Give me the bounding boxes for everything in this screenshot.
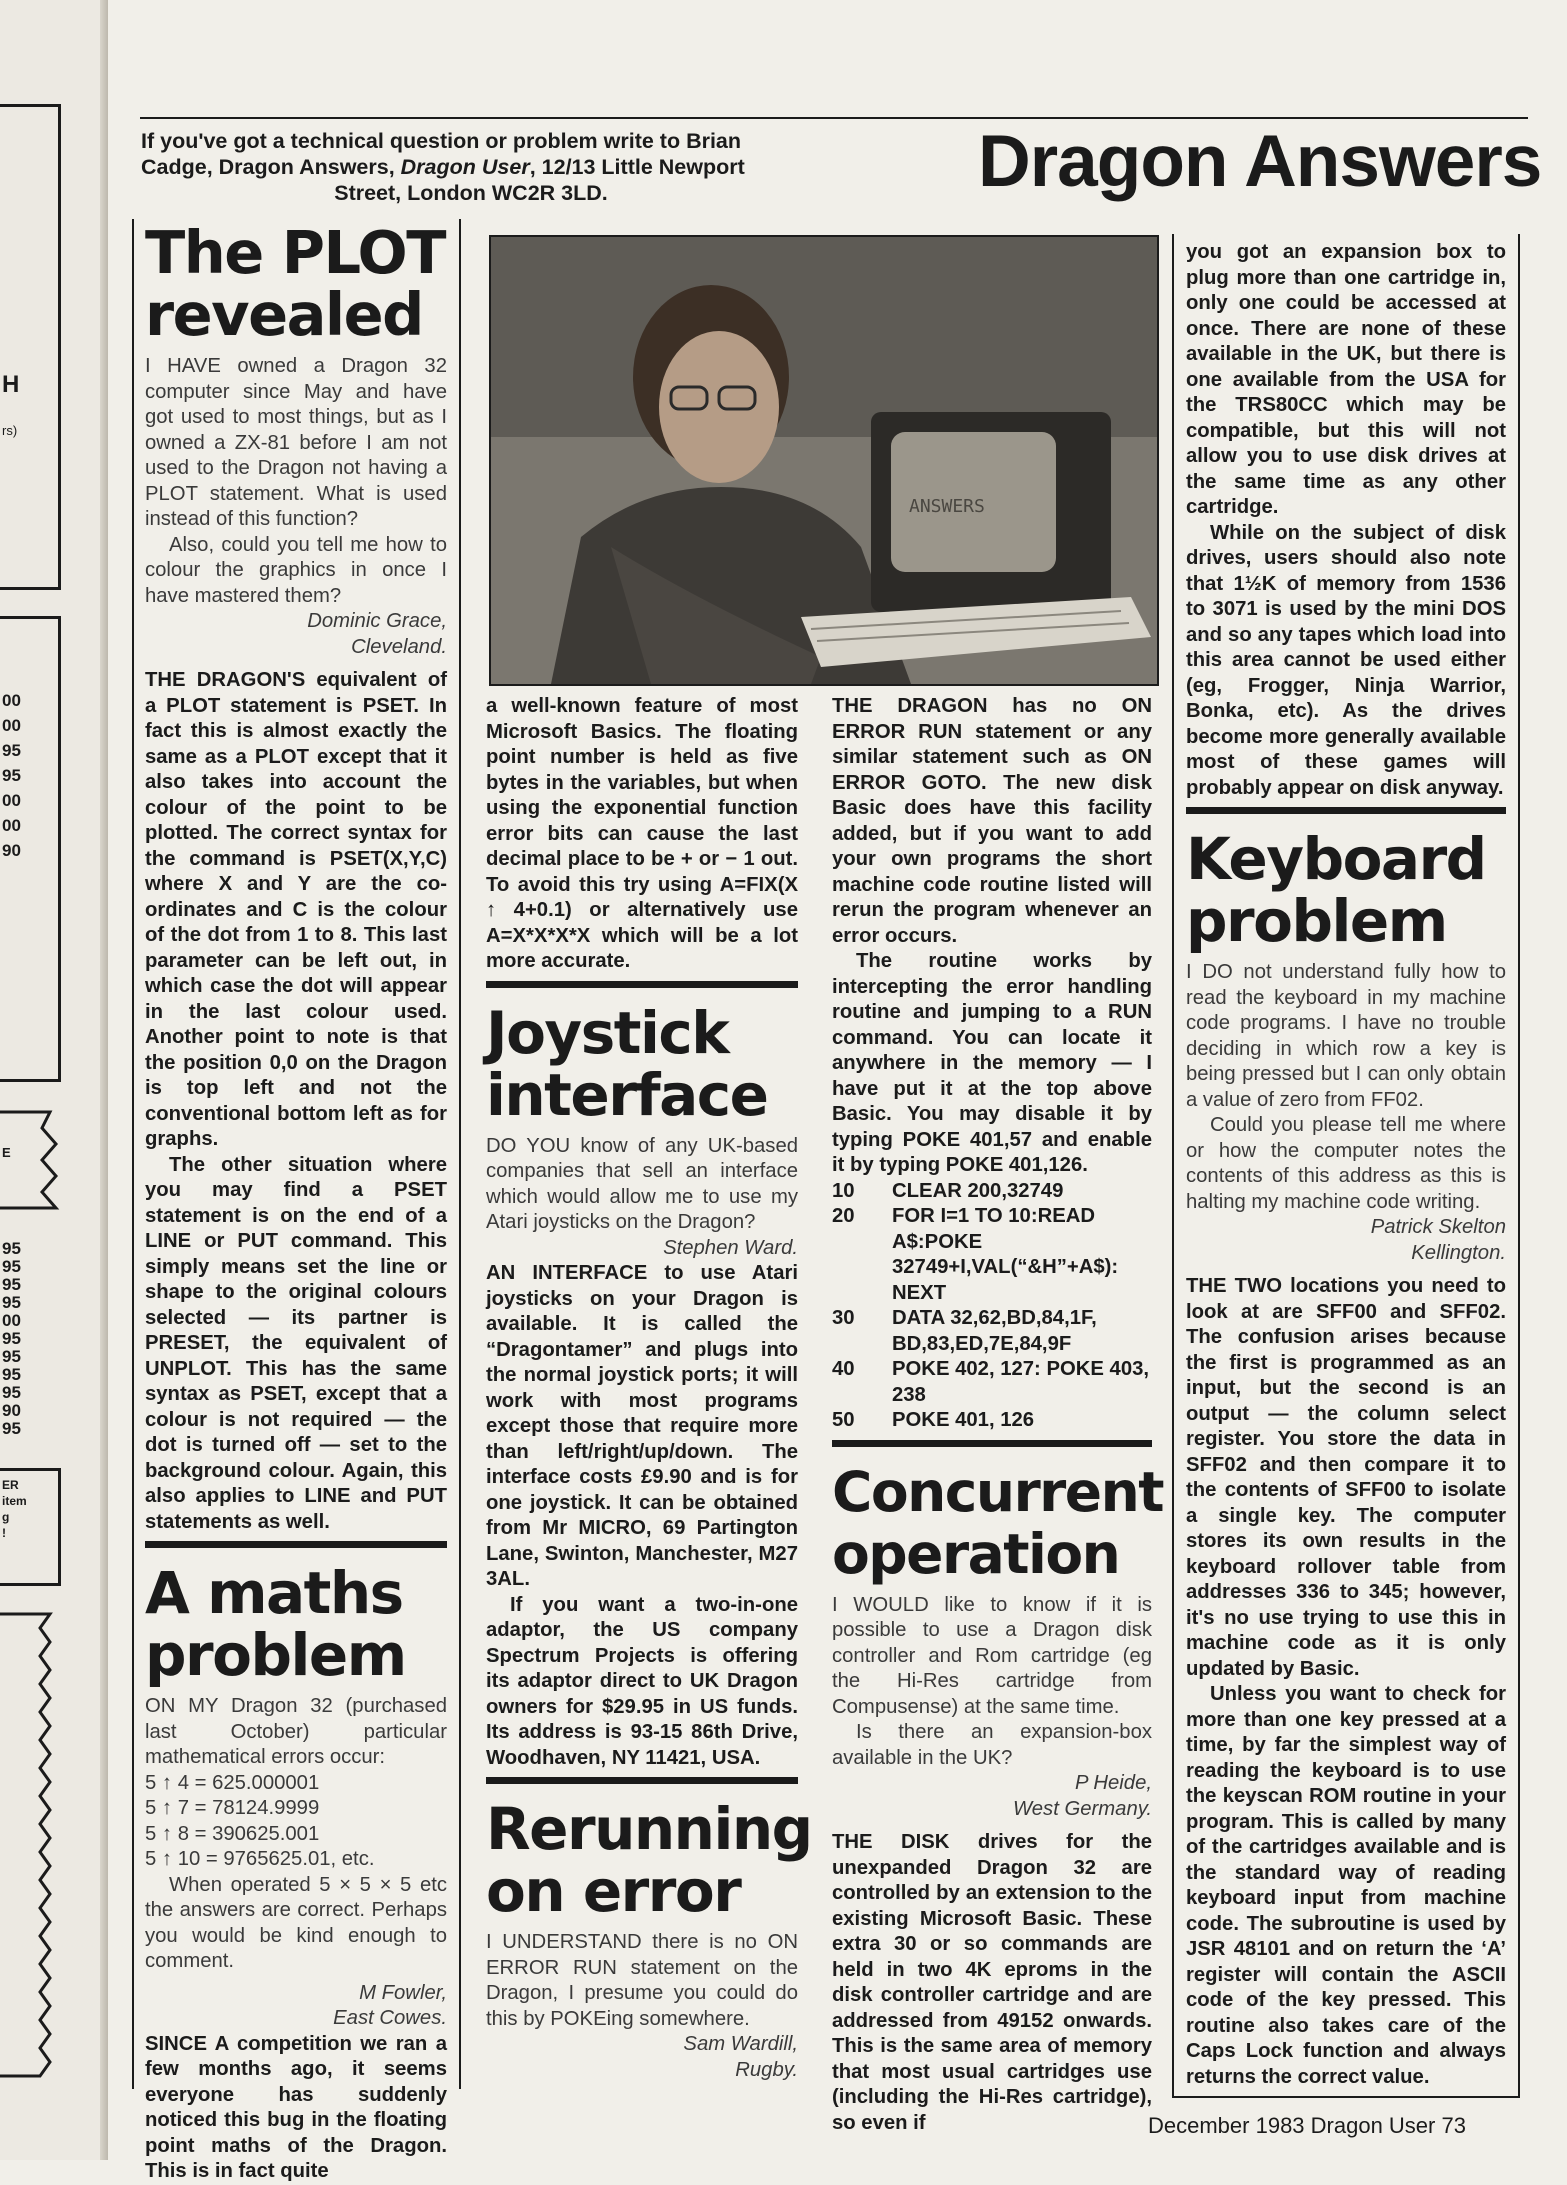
section-divider	[486, 981, 798, 988]
facing-page-edge	[0, 0, 108, 2160]
rerun-heading-line-2: on error	[486, 1857, 741, 1925]
facing-number: 95	[2, 766, 21, 785]
maths-signature	[145, 1981, 447, 2032]
facing-number: 95	[2, 741, 21, 760]
maths-formula: 5 ↑ 10 = 9765625.01, etc.	[145, 1848, 375, 1870]
keyboard-signature	[1186, 1215, 1506, 1266]
facing-fragment-er: ER	[2, 1478, 19, 1492]
concurrent-heading-line-1: Concurrent	[832, 1459, 1164, 1524]
facing-number: 95	[2, 1383, 21, 1402]
photo-screen-text: ANSWERS	[909, 496, 985, 517]
facing-number: 00	[2, 691, 21, 710]
joystick-answer-para-2: If you want a two-in-one adaptor, the US company Spectrum Projects is offering its adaptor direct to UK Dragon owners for $29.95 in US funds. Its address is 93-15 86th Drive, Woodhaven, NY 11421, USA.	[486, 1593, 798, 1769]
maths-letter-intro: ON MY Dragon 32 (purchased last October) particular mathematical errors occur:	[145, 1695, 447, 1768]
facing-number: 95	[2, 1257, 21, 1276]
column-2	[486, 694, 812, 2083]
maths-formula: 5 ↑ 8 = 390625.001	[145, 1822, 320, 1845]
submission-note-line-1: If you've got a technical question or problem write to Brian	[141, 129, 742, 153]
plot-answer-para-2: The other situation where you may find a PSET statement is on the end of a LINE or PUT command. This simply means set the line or shape to the original colours selected — its partner is PRESET, the equivalent of UNPLOT. This has the same syntax as PSET, except that a colour is not required — the dot is turned off — set to the background colour. Again, this also applies to LINE and PUT statements as well.	[145, 1153, 447, 1533]
code-line	[832, 1179, 1152, 1205]
facing-number: 95	[2, 1419, 21, 1438]
keyboard-letter-para-2: Could you please tell me where or how the computer notes the contents of this address as this is halting my machine code writing.	[1186, 1114, 1506, 1213]
code-line-text: POKE 401, 126	[892, 1409, 1035, 1431]
code-line-number: 30	[832, 1307, 855, 1329]
rerun-answer-para-1: THE DRAGON has no ON ERROR RUN statement or any similar statement such as ON ERROR GOTO. The new disk Basic does have this facility added, but if you want to add your own programs the short machine code routine listed will rerun the program whenever an error occurs.	[832, 695, 1152, 947]
joystick-answer-para-1: AN INTERFACE to use Atari joysticks on your Dragon is available. It is called the “Dragontamer” and plugs into the normal joystick ports; it will work with most programs except those that require more than left/right/up/down. The interface costs £9.90 and is for one joystick. It can be obtained from Mr MICRO, 69 Partington Lane, Swinton, Manchester, M27 3AL.	[486, 1262, 798, 1590]
maths-formula: 5 ↑ 7 = 78124.9999	[145, 1797, 320, 1819]
concurrent-heading	[832, 1459, 1164, 1586]
keyboard-letter-para-1: I DO not understand fully how to read the keyboard in my machine code programs. I have no trouble deciding in which row a key is being pressed but I can only obtain a value of zero from FF02.	[1186, 961, 1506, 1111]
code-line-text: POKE 402, 127: POKE 403, 238	[892, 1358, 1150, 1406]
keyboard-answer-para-1: THE TWO locations you need to look at are SFF00 and SFF02. The confusion arises because the first is programmed as an input, but the second is an output — the column select register. You store the data in SFF02 and then compare it to the contents of SFF00 to isolate a single key. The computer stores its own results in the keyboard rollover table from addresses 336 to 345; however, it's no use trying to use this in machine code as it is only updated by Basic.	[1186, 1275, 1506, 1680]
keyboard-answer-para-2: Unless you want to check for more than one key pressed at a time, by far the simplest way of reading the keyboard is to use the keyscan ROM routine in your program. This is called by many of the cartridges available and is the standard way of reading keyboard input from machine code. The subroutine is used by JSR 48101 and on return the ‘A’ register will contain the ASCII code of the key pressed. This routine also takes care of the Caps Lock function and always returns the correct value.	[1186, 1683, 1506, 2088]
section-divider	[1186, 807, 1506, 814]
plot-signature-place: Cleveland.	[351, 635, 447, 658]
facing-number-list-1	[2, 688, 21, 863]
section-divider	[145, 1541, 447, 1548]
keyboard-signature-name: Patrick Skelton	[1370, 1216, 1506, 1238]
facing-number: 90	[2, 1401, 21, 1420]
code-line-number: 20	[832, 1205, 855, 1227]
code-line-number: 10	[832, 1179, 855, 1202]
photo-author-with-computer	[489, 235, 1159, 686]
facing-number: 00	[2, 716, 21, 735]
joystick-signature	[486, 1236, 798, 1262]
plot-signature	[145, 609, 447, 660]
concurrent-signature-name: P Heide,	[1074, 1772, 1152, 1794]
page-footer: December 1983 Dragon User 73	[1148, 2113, 1466, 2138]
facing-number: 00	[2, 1311, 21, 1330]
plot-heading	[145, 218, 447, 349]
facing-number: 95	[2, 1239, 21, 1258]
code-line-text: DATA 32,62,BD,84,1F, BD,83,ED,7E,84,9F	[892, 1307, 1097, 1355]
section-divider	[832, 1440, 1152, 1447]
code-line	[832, 1306, 1152, 1357]
facing-number: 95	[2, 1347, 21, 1366]
maths-heading-line-1: A maths	[145, 1559, 403, 1627]
rerun-heading	[486, 1795, 812, 1925]
concurrent-letter-para-1: I WOULD like to know if it is possible to use a Dragon disk controller and Rom cartridge (eg the Hi-Res cartridge from Compusense) at the same time.	[832, 1593, 1152, 1718]
concurrent-answer-part-3: While on the subject of disk drives, users should also note that 1½K of memory from 1536 to 3071 is used by the mini DOS and so any tapes which load into this area cannot be used either (eg, Frogger, Ninja Warrior, Bonka, etc). As the drives become more generally available most of these games will probably appear on disk anyway.	[1186, 521, 1506, 799]
rerun-letter: I UNDERSTAND there is no ON ERROR RUN statement on the Dragon, I presume you could do this by POKEing somewhere.	[486, 1931, 798, 2030]
concurrent-letter-para-2: Is there an expansion-box available in the UK?	[832, 1721, 1152, 1769]
photo-face	[659, 331, 779, 483]
facing-number: 00	[2, 791, 21, 810]
concurrent-answer-part-2: you got an expansion box to plug more than one cartridge in, only one could be accessed at once. There are none of these available in the UK, but there is one available from the USA for the TRS80CC which may be compatible, but this will not allow you to use disk drives at the same time as any other cartridge.	[1186, 241, 1506, 518]
rerun-heading-line-1: Rerunning	[486, 1795, 812, 1863]
joystick-heading-line-1: Joystick	[486, 998, 729, 1067]
plot-answer-para-1: THE DRAGON'S equivalent of a PLOT statement is PSET. In fact this is almost exactly the same as a PLOT except that it also takes into account the colour of the point to be plotted. The correct syntax for the command is PSET(X,Y,C) where X and Y are the co-ordinates and C is the colour of the dot from 1 to 8. This last parameter can be left out, in which case the dot will appear in the last colour used. Another point to note is that the position 0,0 on the Dragon is top left and not the conventional bottom left as for graphs.	[145, 669, 447, 1150]
facing-number-list-2	[2, 1240, 21, 1438]
maths-letter-rest: When operated 5 × 5 × 5 etc the answers are correct. Perhaps you would be kind enough to comment.	[145, 1873, 447, 1972]
maths-signature-place: East Cowes.	[333, 2007, 447, 2029]
facing-fragment-h: H	[2, 371, 20, 398]
keyboard-heading	[1186, 825, 1506, 955]
facing-fragment-bang: !	[2, 1526, 6, 1540]
maths-signature-name: M Fowler,	[359, 1981, 447, 2004]
maths-answer-part-1: SINCE A competition we ran a few months ago, it seems everyone has suddenly noticed this bug in the floating point maths of the Dragon. This is in fact quite	[145, 2032, 447, 2182]
joystick-signature-name: Stephen Ward.	[663, 1236, 798, 1259]
concurrent-signature	[832, 1771, 1152, 1822]
joystick-heading-line-2: interface	[486, 1060, 768, 1129]
facing-fragment-e: E	[2, 1145, 11, 1160]
facing-number: 95	[2, 1365, 21, 1384]
plot-heading-line-1: The PLOT	[145, 218, 445, 287]
concurrent-answer-part-1: THE DISK drives for the unexpanded Dragon 32 are controlled by an extension to the existing Microsoft Basic. These extra 30 or so commands are held in two 4K eproms in the disk controller cartridge and are addressed from 49152 onwards. This is the same area of memory that most usual cartridges use (including the Hi-Res cartridge), so even if	[832, 1831, 1152, 2134]
plot-signature-name: Dominic Grace,	[307, 610, 447, 632]
maths-formula-list	[145, 1771, 447, 1873]
photo-illustration	[491, 237, 1157, 684]
maths-heading-line-2: problem	[145, 1621, 406, 1689]
header-rule	[140, 117, 1528, 119]
rerun-signature	[486, 2032, 798, 2083]
keyboard-signature-place: Kellington.	[1411, 1241, 1506, 1264]
facing-fragment-rs: rs)	[2, 423, 18, 438]
code-line-number: 50	[832, 1409, 855, 1431]
keyboard-heading-line-2: problem	[1186, 887, 1447, 955]
joystick-letter: DO YOU know of any UK-based companies that sell an interface which would allow me to use my Atari joysticks on the Dragon?	[486, 1134, 798, 1233]
rerun-answer-para-2: The routine works by intercepting the error handling routine and jumping to a RUN command. You can locate it anywhere in the memory — I have put it at the top above Basic. You may disable it by typing POKE 401,57 and enable it by typing POKE 401,126.	[832, 950, 1152, 1176]
column-3	[832, 694, 1164, 2136]
maths-formula: 5 ↑ 4 = 625.000001	[145, 1771, 320, 1794]
masthead: Dragon Answers	[978, 121, 1542, 202]
facing-number: 95	[2, 1275, 21, 1294]
column-4	[1186, 240, 1506, 2090]
code-line	[832, 1204, 1152, 1306]
facing-fragment-g: g	[2, 1510, 10, 1524]
submission-note-line-2b: , 12/13 Little Newport	[529, 155, 745, 179]
concurrent-signature-place: West Germany.	[1013, 1797, 1152, 1820]
maths-heading	[145, 1559, 447, 1689]
facing-number: 00	[2, 816, 21, 835]
submission-note-line-2a: Cadge, Dragon Answers,	[141, 155, 401, 179]
submission-note	[141, 128, 801, 206]
facing-zigzag-border-2	[0, 1610, 60, 2080]
plot-letter-para-2: Also, could you tell me how to colour the graphics in once I have mastered them?	[145, 533, 447, 607]
plot-letter-para-1: I HAVE owned a Dragon 32 computer since May and have got used to most things, but as I owned a ZX-81 before I am not used to the Dragon not having a PLOT statement. What is used instead of this function?	[145, 355, 447, 530]
concurrent-heading-line-2: operation	[832, 1521, 1120, 1586]
column-1	[145, 218, 447, 2185]
plot-heading-line-2: revealed	[145, 280, 423, 349]
facing-number: 90	[2, 841, 21, 860]
code-line-text: FOR I=1 TO 10:READ A$:POKE 32749+I,VAL(“&H”+A$): NEXT	[892, 1205, 1119, 1304]
maths-answer-part-2: a well-known feature of most Microsoft Basics. The floating point number is held as five bytes in the variables, but when using the exponential function error bits can cause the last decimal place to be + or − 1 out. To avoid this try using A=FIX(X ↑ 4+0.1) or alternatively use A=X*X*X*X which will be a lot more accurate.	[486, 695, 798, 972]
facing-number: 95	[2, 1329, 21, 1348]
rerun-signature-place: Rugby.	[735, 2058, 798, 2081]
code-line	[832, 1408, 1152, 1434]
code-line-number: 40	[832, 1358, 855, 1380]
facing-number: 95	[2, 1293, 21, 1312]
rerun-code-listing	[832, 1179, 1152, 1434]
code-line	[832, 1357, 1152, 1408]
submission-note-magazine: Dragon User	[400, 155, 530, 179]
facing-fragment-item: item	[2, 1494, 27, 1508]
joystick-heading	[486, 998, 798, 1129]
facing-box-1	[0, 104, 61, 590]
submission-note-line-3: Street, London WC2R 3LD.	[334, 181, 608, 205]
keyboard-heading-line-1: Keyboard	[1186, 825, 1486, 893]
section-divider	[486, 1777, 798, 1784]
page-gutter	[100, 0, 108, 2160]
rerun-signature-name: Sam Wardill,	[683, 2033, 798, 2055]
code-line-text: CLEAR 200,32749	[892, 1179, 1064, 1202]
